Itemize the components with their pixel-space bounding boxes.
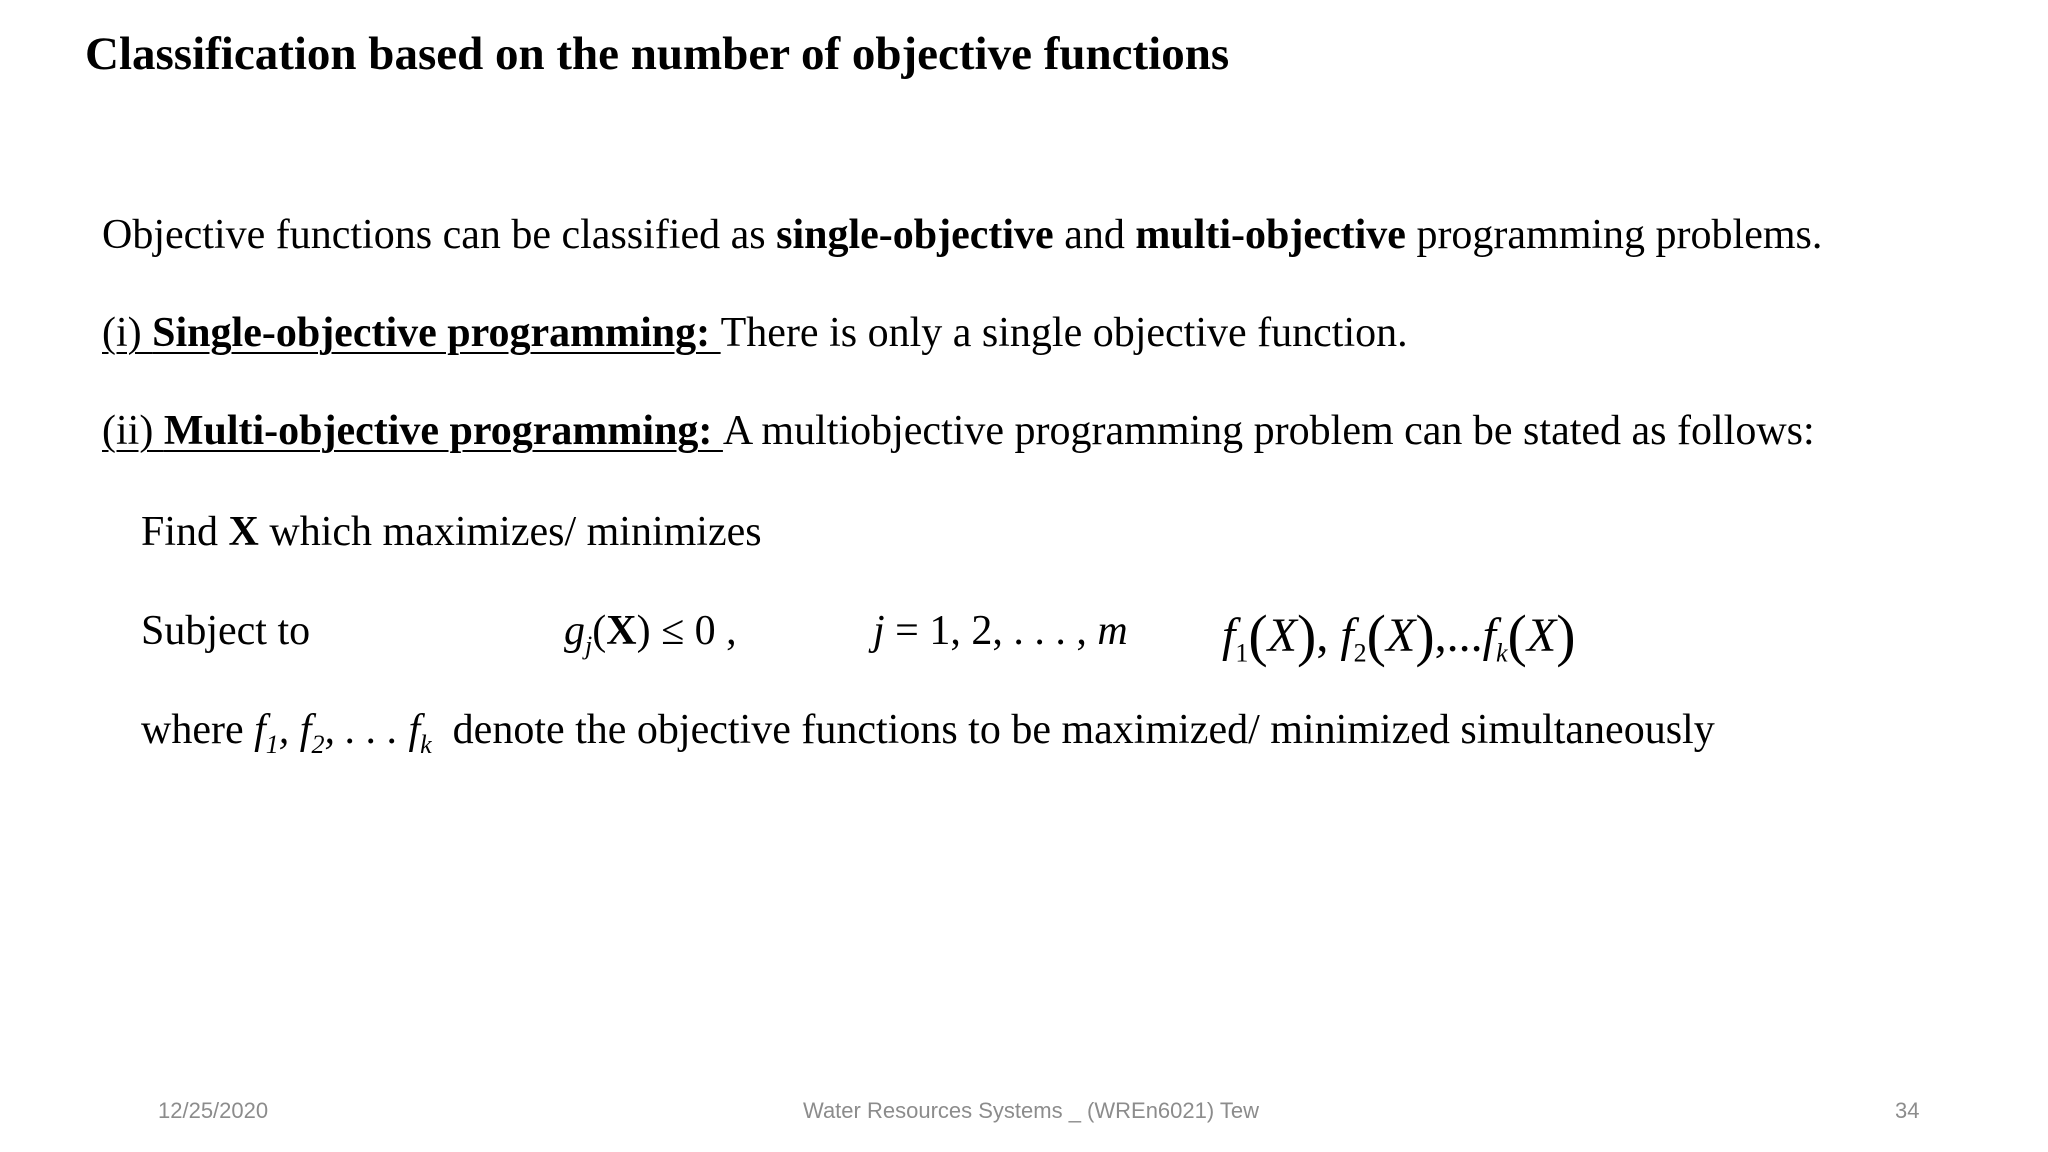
fk-subscript: k bbox=[1496, 638, 1508, 668]
item-text: There is only a single objective function. bbox=[720, 310, 1408, 356]
x-var: X bbox=[1386, 609, 1416, 662]
subject-to-label: Subject to bbox=[141, 608, 311, 654]
constraint-g: g bbox=[564, 608, 585, 654]
term-multi-objective: multi-objective bbox=[1135, 212, 1406, 258]
item-text: A multiobjective programming problem can be stated as follows: bbox=[722, 408, 1815, 454]
comma: , bbox=[1434, 609, 1447, 662]
fk: f bbox=[1482, 609, 1496, 662]
find-text: which maximizes/ minimizes bbox=[258, 509, 762, 555]
paren: ( bbox=[1507, 603, 1527, 668]
find-statement bbox=[141, 507, 762, 557]
paren: ) bbox=[1415, 603, 1435, 668]
x-var: X bbox=[1267, 609, 1297, 662]
single-objective-item bbox=[102, 308, 1408, 358]
f2-subscript: 2 bbox=[311, 730, 325, 759]
paren: ( bbox=[1248, 603, 1268, 668]
intro-text: and bbox=[1053, 212, 1136, 258]
ellipsis: , . . . bbox=[324, 707, 409, 753]
f2-subscript: 2 bbox=[1353, 638, 1367, 668]
constraint-expression bbox=[564, 606, 737, 660]
index-m: m bbox=[1097, 608, 1128, 654]
constraint-var: X bbox=[606, 608, 637, 654]
ellipsis: ... bbox=[1446, 609, 1483, 662]
constraint-rest: ) ≤ 0 , bbox=[636, 608, 737, 654]
f2: f bbox=[1340, 609, 1354, 662]
intro-text: programming problems. bbox=[1405, 212, 1823, 258]
item-term: Single-objective programming: bbox=[152, 310, 721, 356]
x-var: X bbox=[1526, 609, 1557, 662]
fk: f bbox=[408, 707, 421, 753]
where-statement bbox=[141, 705, 1715, 759]
f1: f bbox=[1222, 609, 1236, 662]
multi-objective-heading bbox=[102, 408, 723, 454]
f2: f bbox=[299, 707, 312, 753]
paren: ( bbox=[1366, 603, 1386, 668]
where-text: denote the objective functions to be maximized/ minimized simultaneously bbox=[431, 707, 1715, 753]
footer-date: 12/25/2020 bbox=[158, 1098, 269, 1123]
footer-course: Water Resources Systems _ (WREn6021) Tew bbox=[803, 1098, 1260, 1123]
intro-paragraph bbox=[102, 210, 1822, 260]
item-term: Multi-objective programming: bbox=[163, 408, 723, 454]
paren: ( bbox=[592, 608, 607, 654]
intro-text: Objective functions can be classified as bbox=[102, 212, 777, 258]
page-number: 34 bbox=[1895, 1098, 1920, 1123]
f1-subscript: 1 bbox=[265, 730, 279, 759]
comma: , bbox=[278, 707, 300, 753]
index-values: = 1, 2, . . . , bbox=[884, 608, 1098, 654]
single-objective-heading bbox=[102, 310, 721, 356]
paren: ) bbox=[1556, 603, 1576, 668]
multi-objective-item bbox=[102, 406, 1815, 456]
comma: , bbox=[1316, 609, 1329, 662]
item-number: (i) bbox=[102, 310, 153, 356]
item-number: (ii) bbox=[102, 408, 164, 454]
where-text: where bbox=[141, 707, 255, 753]
f1: f bbox=[254, 707, 266, 753]
constraint-index: j bbox=[585, 631, 593, 660]
paren: ) bbox=[1297, 603, 1317, 668]
slide-title: Classification based on the number of objective functions bbox=[85, 28, 1230, 80]
term-single-objective: single-objective bbox=[776, 212, 1054, 258]
f1-subscript: 1 bbox=[1235, 638, 1249, 668]
index-j: j bbox=[873, 608, 885, 654]
objective-functions-formula bbox=[1222, 603, 1576, 682]
index-range bbox=[873, 606, 1128, 656]
find-text: Find bbox=[141, 509, 229, 555]
fk-subscript: k bbox=[420, 730, 432, 759]
decision-vector: X bbox=[228, 509, 259, 555]
